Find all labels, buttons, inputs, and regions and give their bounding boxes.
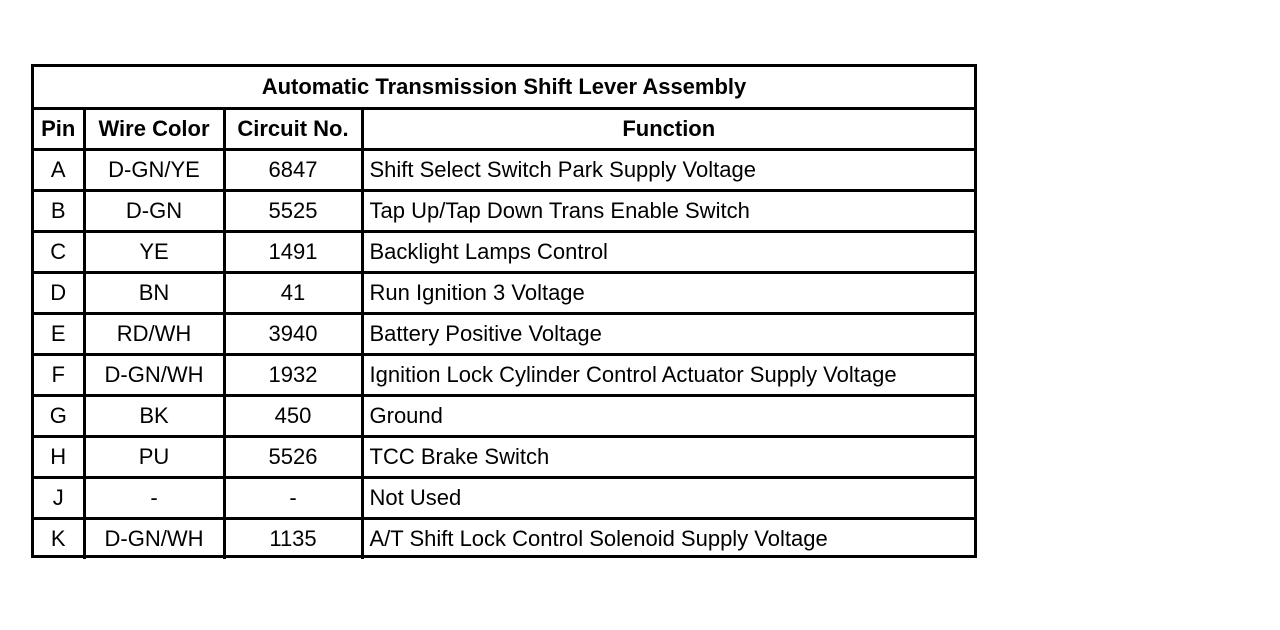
table-row: [34, 354, 974, 395]
wire-color-cell: D-GN/WH: [84, 518, 224, 559]
table-row: [34, 149, 974, 190]
pin-cell: B: [34, 190, 84, 231]
function-cell: Battery Positive Voltage: [362, 313, 974, 354]
function-cell: TCC Brake Switch: [362, 436, 974, 477]
circuit-no-cell: 41: [224, 272, 362, 313]
pin-cell: G: [34, 395, 84, 436]
function-cell: Tap Up/Tap Down Trans Enable Switch: [362, 190, 974, 231]
table-title-row: [34, 67, 974, 108]
table-row: [34, 313, 974, 354]
circuit-no-cell: 3940: [224, 313, 362, 354]
function-cell: Run Ignition 3 Voltage: [362, 272, 974, 313]
function-cell: A/T Shift Lock Control Solenoid Supply Voltage: [362, 518, 974, 559]
wire-color-cell: PU: [84, 436, 224, 477]
circuit-no-cell: 1491: [224, 231, 362, 272]
table-row: [34, 231, 974, 272]
pin-cell: C: [34, 231, 84, 272]
circuit-no-cell: 5526: [224, 436, 362, 477]
pin-cell: K: [34, 518, 84, 559]
pin-cell: F: [34, 354, 84, 395]
table-row: [34, 272, 974, 313]
pin-cell: J: [34, 477, 84, 518]
table-header-row: [34, 108, 974, 149]
wire-color-cell: -: [84, 477, 224, 518]
header-circuit-no: Circuit No.: [224, 108, 362, 149]
function-cell: Not Used: [362, 477, 974, 518]
circuit-no-cell: 5525: [224, 190, 362, 231]
function-cell: Ground: [362, 395, 974, 436]
connector-table: [31, 64, 977, 558]
table-row: [34, 518, 974, 559]
circuit-no-cell: 450: [224, 395, 362, 436]
header-pin: Pin: [34, 108, 84, 149]
circuit-no-cell: 6847: [224, 149, 362, 190]
function-cell: Ignition Lock Cylinder Control Actuator Supply Voltage: [362, 354, 974, 395]
wire-color-cell: BN: [84, 272, 224, 313]
pin-cell: A: [34, 149, 84, 190]
circuit-no-cell: 1932: [224, 354, 362, 395]
circuit-no-cell: 1135: [224, 518, 362, 559]
function-cell: Backlight Lamps Control: [362, 231, 974, 272]
pin-cell: H: [34, 436, 84, 477]
table-row: [34, 477, 974, 518]
header-function: Function: [362, 108, 974, 149]
wire-color-cell: BK: [84, 395, 224, 436]
circuit-no-cell: -: [224, 477, 362, 518]
table-row: [34, 190, 974, 231]
pin-cell: D: [34, 272, 84, 313]
pin-cell: E: [34, 313, 84, 354]
wire-color-cell: D-GN/WH: [84, 354, 224, 395]
pinout-table: [34, 67, 974, 559]
table-title: Automatic Transmission Shift Lever Assembly: [34, 67, 974, 108]
function-cell: Shift Select Switch Park Supply Voltage: [362, 149, 974, 190]
header-wire-color: Wire Color: [84, 108, 224, 149]
wire-color-cell: D-GN/YE: [84, 149, 224, 190]
wire-color-cell: RD/WH: [84, 313, 224, 354]
table-row: [34, 395, 974, 436]
wire-color-cell: D-GN: [84, 190, 224, 231]
wire-color-cell: YE: [84, 231, 224, 272]
table-row: [34, 436, 974, 477]
